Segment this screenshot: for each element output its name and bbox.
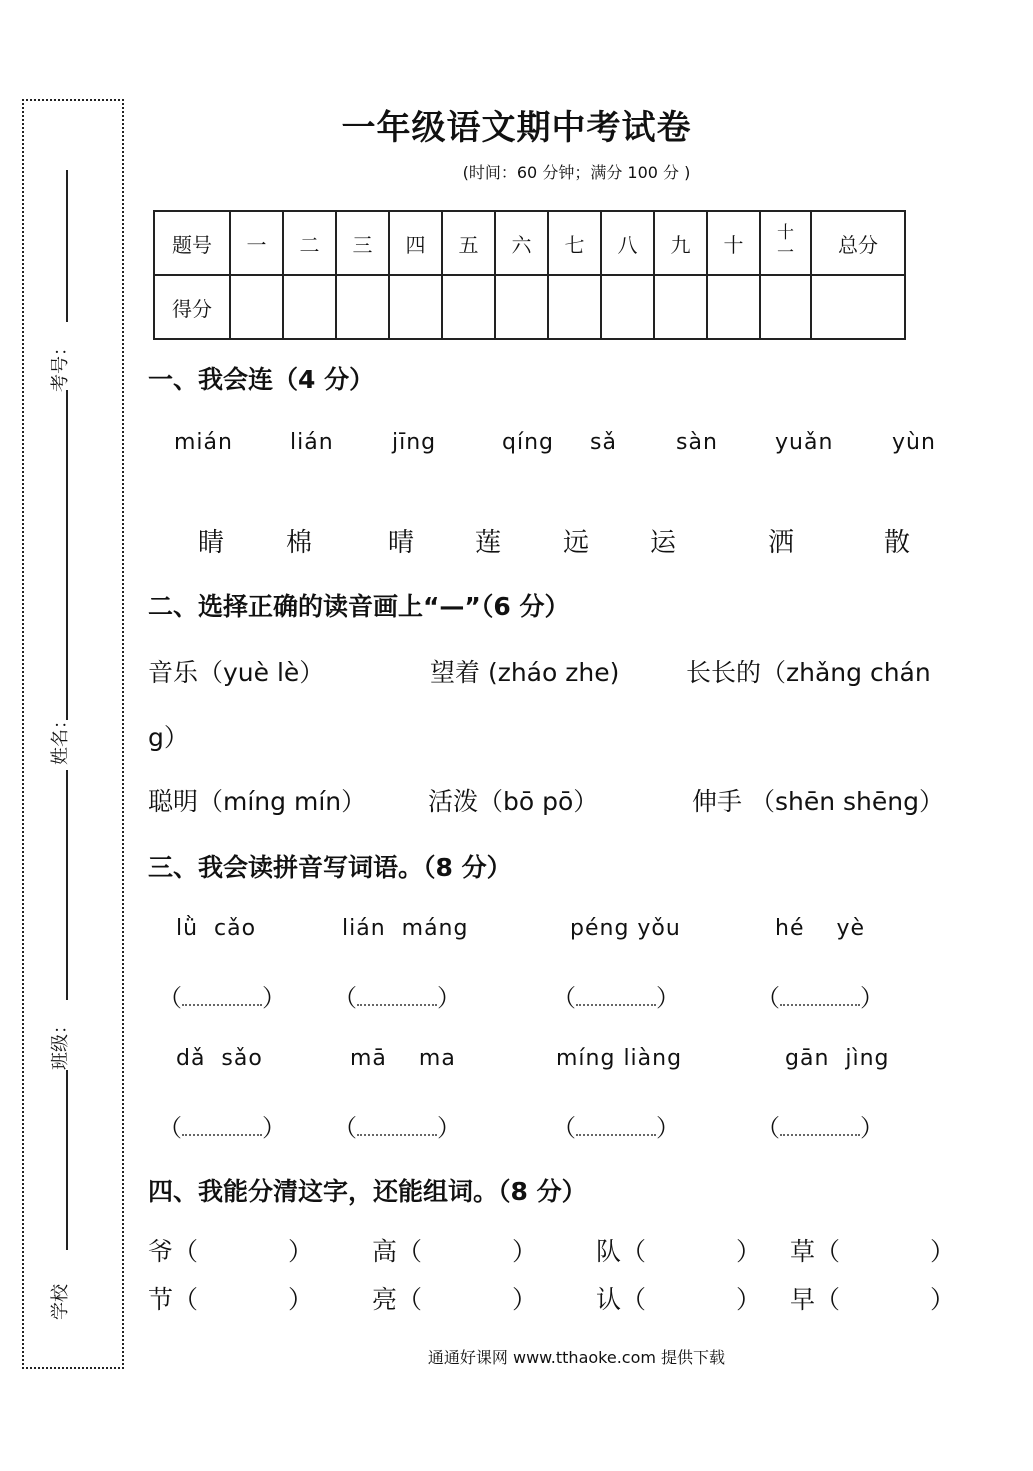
score-cell[interactable]	[760, 275, 811, 339]
pinyin-word: hé yè	[775, 916, 866, 941]
reading-choice[interactable]: 音乐（yuè lè）	[148, 658, 325, 687]
close-paren: ）	[262, 1114, 286, 1142]
close-paren: ）	[656, 984, 680, 1012]
close-paren: ）	[656, 1114, 680, 1142]
dotted-line	[780, 1122, 860, 1136]
score-header-row	[154, 211, 905, 275]
answer-blank[interactable]	[552, 1108, 680, 1143]
exam-no-label: 考号：	[50, 338, 71, 392]
score-cell[interactable]	[495, 275, 548, 339]
open-paren: （	[756, 1114, 780, 1142]
answer-blank[interactable]	[756, 978, 884, 1013]
word-item: 早（	[790, 1285, 841, 1314]
pinyin-word: dǎ sǎo	[176, 1046, 263, 1071]
score-cell[interactable]	[442, 275, 495, 339]
char-item: 晴	[388, 528, 415, 558]
score-cell[interactable]	[654, 275, 707, 339]
pinyin-word: mā ma	[350, 1046, 456, 1071]
dotted-line	[576, 1122, 656, 1136]
binding-strip	[22, 99, 124, 1369]
word-item: 亮（	[372, 1285, 423, 1314]
word-close-paren: ）	[512, 1285, 538, 1314]
word-close-paren: ）	[288, 1237, 314, 1266]
header-cell: 题号	[154, 211, 230, 275]
pinyin-item: qíng	[502, 430, 554, 455]
page-title: 一年级语文期中考试卷	[341, 108, 692, 148]
close-paren: ）	[262, 984, 286, 1012]
close-paren: ）	[860, 984, 884, 1012]
header-cell: 十一	[760, 211, 811, 275]
open-paren: （	[552, 984, 576, 1012]
answer-blank[interactable]	[333, 978, 461, 1013]
dotted-line	[182, 1122, 262, 1136]
char-item: 散	[884, 528, 911, 558]
dotted-line	[182, 992, 262, 1006]
section-3-title: 三、我会读拼音写词语。（8 分）	[148, 853, 512, 882]
reading-choice[interactable]: 长长的（zhǎng chán	[686, 658, 931, 687]
score-cell[interactable]	[811, 275, 905, 339]
exam-no-line	[66, 170, 68, 322]
reading-choice[interactable]: 望着 (zháo zhe)	[430, 658, 620, 687]
answer-blank[interactable]	[333, 1108, 461, 1143]
dotted-line	[357, 992, 437, 1006]
reading-choice[interactable]: 聪明（míng mín）	[148, 787, 367, 816]
close-paren: ）	[860, 1114, 884, 1142]
open-paren: （	[333, 984, 357, 1012]
score-row	[154, 275, 905, 339]
pinyin-item: sǎ	[590, 430, 617, 455]
dotted-line	[357, 1122, 437, 1136]
exam-info: (时间：60 分钟；满分 100 分 )	[462, 163, 691, 182]
char-item: 莲	[475, 528, 502, 558]
section-1-title: 一、我会连（4 分）	[148, 365, 375, 394]
char-item: 洒	[768, 528, 795, 558]
score-cell[interactable]	[548, 275, 601, 339]
pinyin-item: sàn	[676, 430, 718, 455]
dotted-line	[576, 992, 656, 1006]
header-cell: 总分	[811, 211, 905, 275]
class-line	[66, 880, 68, 1000]
open-paren: （	[158, 984, 182, 1012]
pinyin-word: péng yǒu	[570, 916, 681, 941]
reading-choice[interactable]: 伸手 （shēn shēng）	[692, 787, 944, 816]
pinyin-item: lián	[290, 430, 334, 455]
char-item: 睛	[198, 528, 225, 558]
class-line-2	[66, 1070, 68, 1250]
header-cell: 一	[230, 211, 283, 275]
score-cell[interactable]	[601, 275, 654, 339]
close-paren: ）	[437, 984, 461, 1012]
answer-blank[interactable]	[158, 978, 286, 1013]
word-item: 草（	[790, 1237, 841, 1266]
open-paren: （	[552, 1114, 576, 1142]
char-item: 棉	[286, 528, 313, 558]
pinyin-item: yuǎn	[775, 430, 834, 455]
score-cell[interactable]	[389, 275, 442, 339]
close-paren: ）	[437, 1114, 461, 1142]
pinyin-item: mián	[174, 430, 233, 455]
word-close-paren: ）	[288, 1285, 314, 1314]
score-cell[interactable]	[336, 275, 389, 339]
answer-blank[interactable]	[552, 978, 680, 1013]
word-item: 节（	[148, 1285, 199, 1314]
open-paren: （	[756, 984, 780, 1012]
header-cell: 十	[707, 211, 760, 275]
name-line	[66, 560, 68, 700]
header-cell: 二	[283, 211, 336, 275]
header-cell: 七	[548, 211, 601, 275]
pinyin-item: yùn	[892, 430, 936, 455]
word-item: 爷（	[148, 1237, 199, 1266]
reading-choice[interactable]: 活泼（bō pō）	[428, 787, 599, 816]
pinyin-item: jīng	[392, 430, 437, 455]
header-cell: 六	[495, 211, 548, 275]
score-row-label: 得分	[154, 275, 230, 339]
section-4-title: 四、我能分清这字，还能组词。（8 分）	[148, 1177, 587, 1206]
header-cell: 九	[654, 211, 707, 275]
header-cell: 五	[442, 211, 495, 275]
word-close-paren: ）	[736, 1237, 762, 1266]
word-close-paren: ）	[512, 1237, 538, 1266]
header-cell: 八	[601, 211, 654, 275]
char-item: 远	[563, 528, 590, 558]
word-close-paren: ）	[736, 1285, 762, 1314]
reading-choice-continued: g）	[148, 723, 189, 752]
char-item: 运	[650, 528, 677, 558]
score-cell[interactable]	[283, 275, 336, 339]
section-2-title: 二、选择正确的读音画上“—”（6 分）	[148, 592, 570, 621]
header-cell: 四	[389, 211, 442, 275]
open-paren: （	[158, 1114, 182, 1142]
score-table	[153, 210, 906, 340]
answer-blank[interactable]	[158, 1108, 286, 1143]
score-cell[interactable]	[230, 275, 283, 339]
footer-credit: 通通好课网 www.tthaoke.com 提供下载	[427, 1348, 726, 1367]
pinyin-word: míng liàng	[556, 1046, 683, 1071]
dotted-line	[780, 992, 860, 1006]
pinyin-word: lián máng	[342, 916, 469, 941]
word-item: 高（	[372, 1237, 423, 1266]
name-label: 姓名：	[50, 711, 71, 765]
score-cell[interactable]	[707, 275, 760, 339]
pinyin-word: lǜ cǎo	[176, 916, 257, 941]
word-close-paren: ）	[930, 1285, 956, 1314]
word-item: 队（	[596, 1237, 647, 1266]
word-close-paren: ）	[930, 1237, 956, 1266]
class-label: 班级：	[50, 1016, 71, 1070]
school-label: 学校	[50, 1284, 71, 1320]
header-cell: 三	[336, 211, 389, 275]
pinyin-word: gān jìng	[785, 1046, 890, 1071]
word-item: 认（	[596, 1285, 647, 1314]
open-paren: （	[333, 1114, 357, 1142]
answer-blank[interactable]	[756, 1108, 884, 1143]
